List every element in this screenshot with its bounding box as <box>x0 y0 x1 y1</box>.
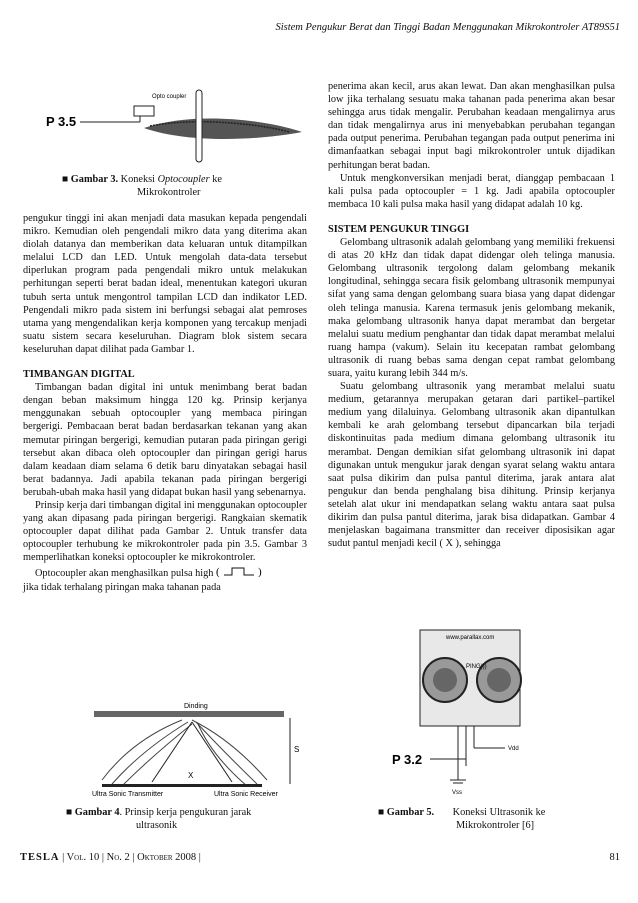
left-paragraph-4b: jika tidak terhalang piringan maka tahanan pada <box>23 581 221 593</box>
left-paragraph-3: Prinsip kerja dari timbangan digital ini menggunakan optocoupler yang akan dipasang pada piringan bergerigi. Rangkaian skematik optocoupler dapat dilihat pada Gambar 2. Untuk transfer data optocoupler terhubung ke mikrokontroler pada pin 3.5. Gambar 3 memperlihatkan koneksi optocoupler ke mikrokontroler. <box>23 499 307 564</box>
left-paragraph-2: Timbangan badan digital ini untuk menimbang berat badan dengan beban maksimum hingga 120 kg. Prinsip kerjanya menggunakan sebuah optocoupler yang membaca piringan bergerigi. Pembacaan berat badan berdasarkan tekanan yang akan memutar piringan bergerigi, kemudian putaran pada piringan gerigi tersebut akan dibaca oleh optocoupler dan piringan gerigi harus dalam keadaan diam selama 6 detik baru dinyatakan sebagai hasil berat badannya. Jadi apabila tekanan pada piringan bergerigi berubah-ubah maka hasil yang didapat bukan hasil yang sebenarnya. <box>23 382 307 498</box>
figure-3-drawing <box>40 88 308 164</box>
running-head: Sistem Pengukur Berat dan Tinggi Badan Menggunakan Mikrokontroler AT89S51 <box>275 22 620 33</box>
fig5-brand: www.parallax.com <box>446 635 495 641</box>
fig3-caption-italic: Optocoupler <box>157 174 210 185</box>
footer-issue: | Vol. 10 | No. 2 | Oktober 2008 | <box>62 852 201 863</box>
fig5-vss: Vss <box>452 790 463 796</box>
figure-4-drawing <box>92 700 307 798</box>
fig4-wall-label: Dinding <box>184 703 208 710</box>
figure-5-drawing <box>390 628 540 798</box>
fig3-caption-num: Gambar 3. <box>70 174 119 185</box>
figure-4 <box>92 700 307 798</box>
fig5-module: PING))) <box>466 664 487 670</box>
fig5-caption-line2: Mikrokontroler [6] <box>456 819 535 831</box>
fig3-pin-label: P 3.5 <box>46 114 77 129</box>
figure-3 <box>40 88 308 164</box>
fig5-caption-num: Gambar 5. <box>386 807 435 818</box>
fig4-caption-text: . Prinsip kerja pengukuran jarak <box>119 807 252 818</box>
fig3-caption-line2: Mikrokontroler <box>137 186 201 198</box>
left-paragraph-1: pengukur tinggi ini akan menjadi data masukan kepada pengendali mikro. Kemudian oleh pengendali mikro data yang diterima akan diolah datanya dan memberikan data keluaran untuk ditampilkan melalui LCD dan LED. Untuk mengolah data-data tersebut diperlukan program pada pengendali mikro untuk melakukan perhitungan seperti berat badan ideal, menentukan kategori ukuran tubuh serta untuk mengontrol tampilan LCD dan indikator LED. Pengendali mikro pada sistem ini berfungsi sebagai alat pemroses utama yang mengendalikan kerja komponen yang tercakup menjadi suatu sistem secara keseluruhan. Diagram blok sistem secara keseluruhan dapat dilihat pada Gambar 1. <box>23 213 307 355</box>
fig5-caption-text: Koneksi Ultrasonik ke <box>452 807 546 818</box>
fig4-rx-label: Ultra Sonic Receiver <box>214 791 278 798</box>
fig3-caption-a: Koneksi <box>120 174 155 185</box>
right-paragraph-4: Suatu gelombang ultrasonik yang merambat melalui suatu medium, getarannya merupakan getaran dari partikel–partikel medium yang dilaluinya. Gelombang ultrasonik akan dipantulkan kembali ke arah gelombang tersebut dipancarkan bila terjadi diskontinuitas pada medium dimana gelombang ultrasonik itu merambat. Dengan demikian sifat gelombang ultrasonik ini dapat digunakan untuk mengukur jarak dengan syarat selang waktu antara saat pulsa dikirim dan pulsa pantul diterima, jarak antara alat pengukur dan benda penghalang bisa dihitung. Prinsip kerjanya setelah alat ukur ini mendapatkan selang waktu antara saat pulsa dikirim dan pulsa pantul diterima, jarak bisa didapatkan. Gambar 4 menjelaskan bagaimana transmitter dan receiver diposisikan agar sudut pantul menjadi kecil ( X ), sehingga <box>328 381 615 550</box>
footer <box>20 852 620 863</box>
right-column <box>328 80 615 550</box>
figure-4-caption: ■ Gambar 4. Prinsip kerja pengukuran jarak ultrasonik <box>66 807 252 831</box>
section-heading-timbangan: TIMBANGAN DIGITAL <box>23 369 135 381</box>
fig4-caption-num: Gambar 4 <box>74 807 120 818</box>
fig4-x-label: X <box>188 771 194 780</box>
left-paragraph-4a: Optocoupler akan menghasilkan pulsa high <box>35 568 214 580</box>
right-paragraph-2: Untuk mengkonversikan menjadi berat, dianggap pembacaan 1 kali pulsa pada optocoupler = 1 kg. Jadi apabila optocoupler membaca 10 kali pulsa maka hasil yang didapat adalah 10 kg. <box>328 172 615 210</box>
footer-journal: TESLA <box>20 852 60 863</box>
right-paragraph-3: Gelombang ultrasonik adalah gelombang yang memiliki frekuensi di atas 20 kHz dan tidak dapat didengar oleh telinga manusia. Gelombang ultrasonik tergolong dalam gelombang mekanik longitudinal, sehingga secara fisik gelombang ultrasonik mempunyai sifat yang sama dengan gelombang suara biasa yang dapat didengar oleh telinga manusia. Karena termasuk jenis gelombang mekanik, maka gelombang ultrasonik hanya dapat merambat dan bergetar melalui suatu medium penghantar dan tidak dapat merambat melalui ruang hampa (vakum). Selain itu kecepatan rambat gelombang ultrasonik di ruang bebas sama dengan cepat rambat gelombang suara, yaitu kurang lebih 344 m/s. <box>328 237 615 379</box>
fig4-s-label: S <box>294 745 300 754</box>
svg-text:(: ( <box>216 566 220 578</box>
svg-text:): ) <box>258 566 262 578</box>
pulse-high-icon <box>216 566 264 577</box>
fig4-caption-line2: ultrasonik <box>136 819 178 831</box>
fig5-vdd: Vdd <box>508 746 519 752</box>
fig4-tx-label: Ultra Sonic Transmitter <box>92 791 164 798</box>
section-heading-tinggi: SISTEM PENGUKUR TINGGI <box>328 223 470 235</box>
left-column <box>23 212 307 594</box>
figure-3-caption: ■ Gambar 3. Koneksi Optocoupler ke Mikrokontroler <box>62 174 222 198</box>
fig3-opto-label: Opto coupler <box>152 94 187 100</box>
page-number: 81 <box>609 852 620 863</box>
fig5-pin-label: P 3.2 <box>392 752 423 767</box>
figure-5-caption: ■ Gambar 5. Koneksi Ultrasonik ke Mikrokontroler [6] <box>378 807 546 831</box>
right-paragraph-1: penerima akan kecil, arus akan lewat. Dan akan menghasilkan pulsa low jika terhalang sesuatu maka tahanan pada penerima akan besar sehingga arus tidak mengalir. Perubahan keadaan mengalirnya arus dan tidak mengalirnya arus ini menyebabkan perubahan tegangan pada output penerima. Perubahan tegangan pada output penerima ini dimanfaatkan sebagai input bagi mikrokontroler untuk dijadikan perhitungan berat badan. <box>328 81 615 171</box>
figure-5 <box>390 628 540 798</box>
fig3-caption-b: ke <box>212 174 222 185</box>
